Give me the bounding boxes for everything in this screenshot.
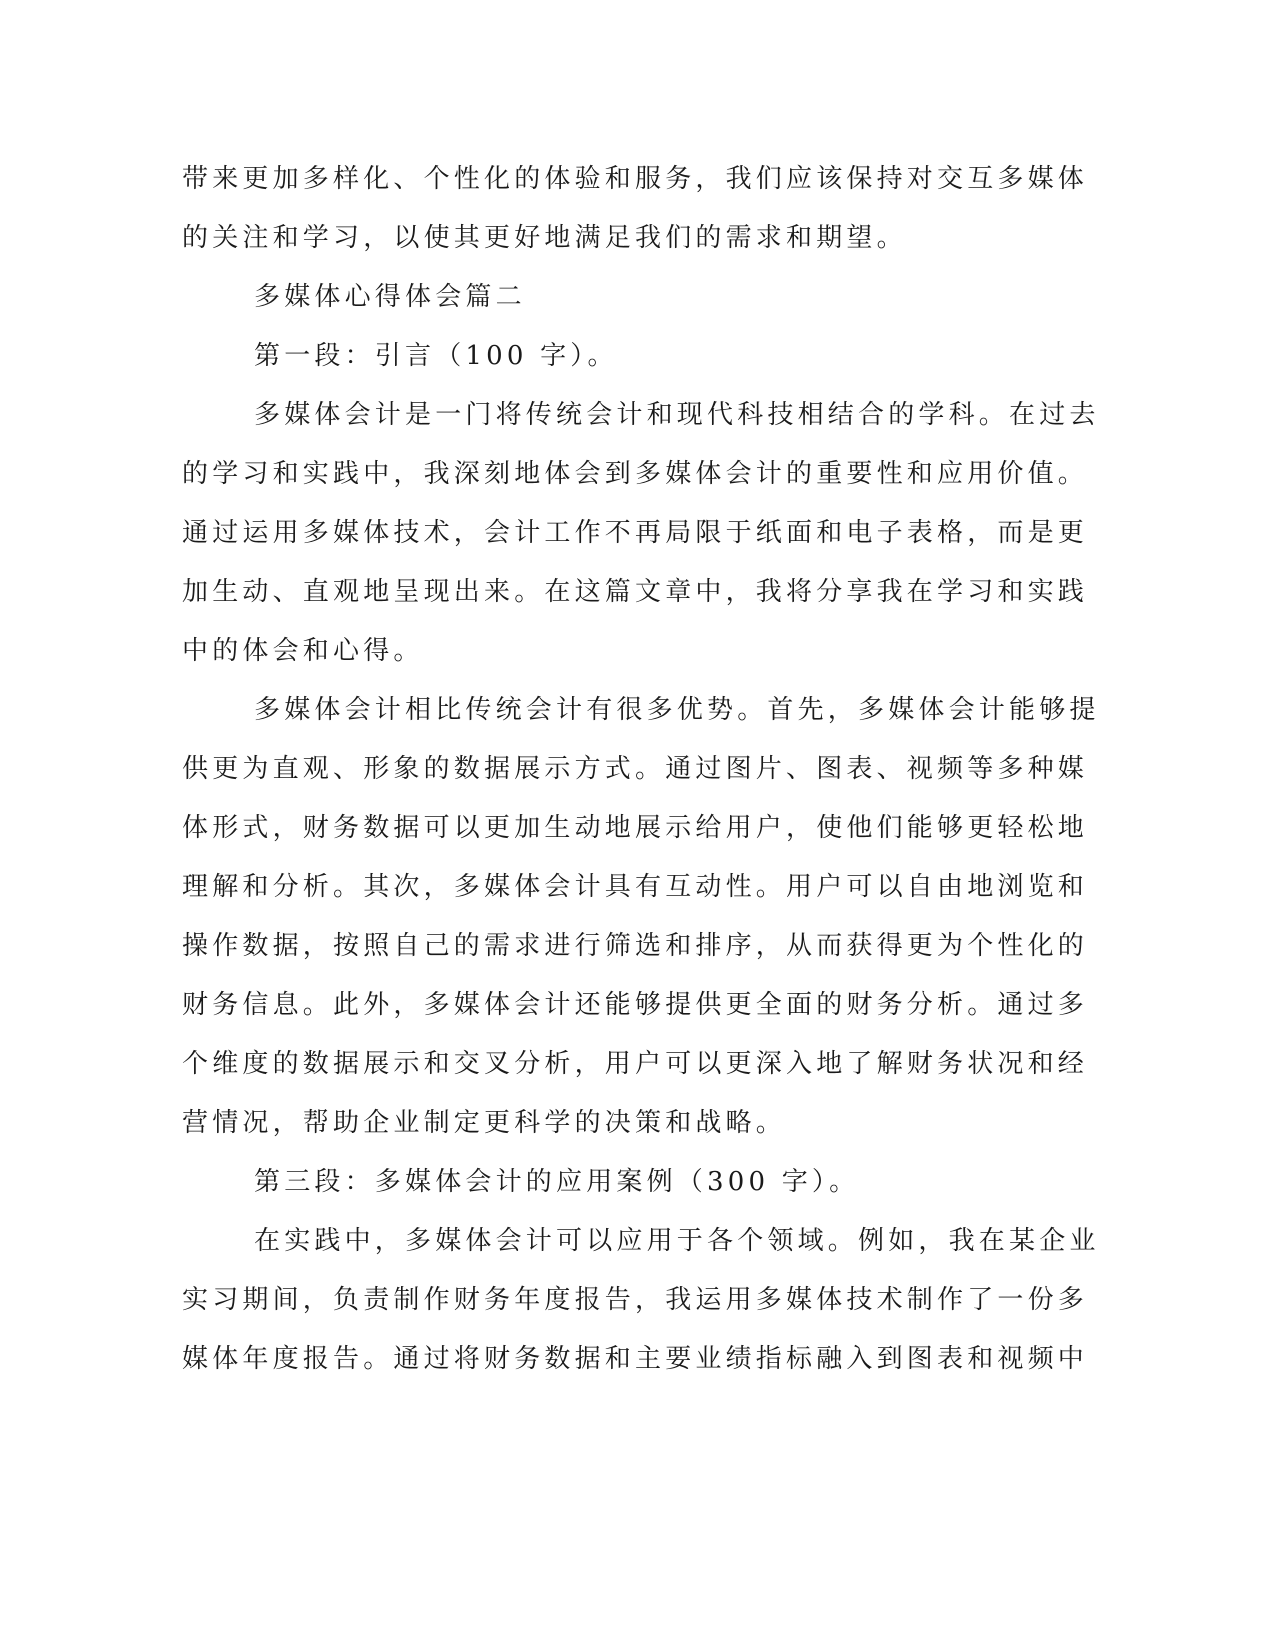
text-line: 实习期间，负责制作财务年度报告，我运用多媒体技术制作了一份多 <box>182 1285 1089 1315</box>
section-heading: 多媒体心得体会篇二 <box>254 282 526 312</box>
text-line: 财务信息。此外，多媒体会计还能够提供更全面的财务分析。通过多 <box>182 990 1089 1020</box>
text-line: 中的体会和心得。 <box>182 636 424 666</box>
text-line: 多媒体会计是一门将传统会计和现代科技相结合的学科。在过去 <box>254 400 1100 430</box>
text-line: 媒体年度报告。通过将财务数据和主要业绩指标融入到图表和视频中 <box>182 1344 1089 1374</box>
text-line: 在实践中，多媒体会计可以应用于各个领域。例如，我在某企业 <box>254 1226 1100 1256</box>
text-line: 体形式，财务数据可以更加生动地展示给用户，使他们能够更轻松地 <box>182 813 1089 843</box>
text-line: 操作数据，按照自己的需求进行筛选和排序，从而获得更为个性化的 <box>182 931 1089 961</box>
text-line: 通过运用多媒体技术，会计工作不再局限于纸面和电子表格，而是更 <box>182 518 1089 548</box>
document-body <box>182 150 1100 1389</box>
text-line: 的关注和学习，以使其更好地满足我们的需求和期望。 <box>182 223 907 253</box>
text-line: 带来更加多样化、个性化的体验和服务，我们应该保持对交互多媒体 <box>182 164 1089 194</box>
text-line: 理解和分析。其次，多媒体会计具有互动性。用户可以自由地浏览和 <box>182 872 1089 902</box>
text-line: 营情况，帮助企业制定更科学的决策和战略。 <box>182 1108 787 1138</box>
paragraph-heading: 第一段：引言（100 字）。 <box>254 341 618 371</box>
text-line: 个维度的数据展示和交叉分析，用户可以更深入地了解财务状况和经 <box>182 1049 1089 1079</box>
text-line: 供更为直观、形象的数据展示方式。通过图片、图表、视频等多种媒 <box>182 754 1089 784</box>
text-line: 加生动、直观地呈现出来。在这篇文章中，我将分享我在学习和实践 <box>182 577 1089 607</box>
paragraph-heading: 第三段：多媒体会计的应用案例（300 字）。 <box>254 1167 860 1197</box>
text-line: 多媒体会计相比传统会计有很多优势。首先，多媒体会计能够提 <box>254 695 1100 725</box>
text-line: 的学习和实践中，我深刻地体会到多媒体会计的重要性和应用价值。 <box>182 459 1089 489</box>
